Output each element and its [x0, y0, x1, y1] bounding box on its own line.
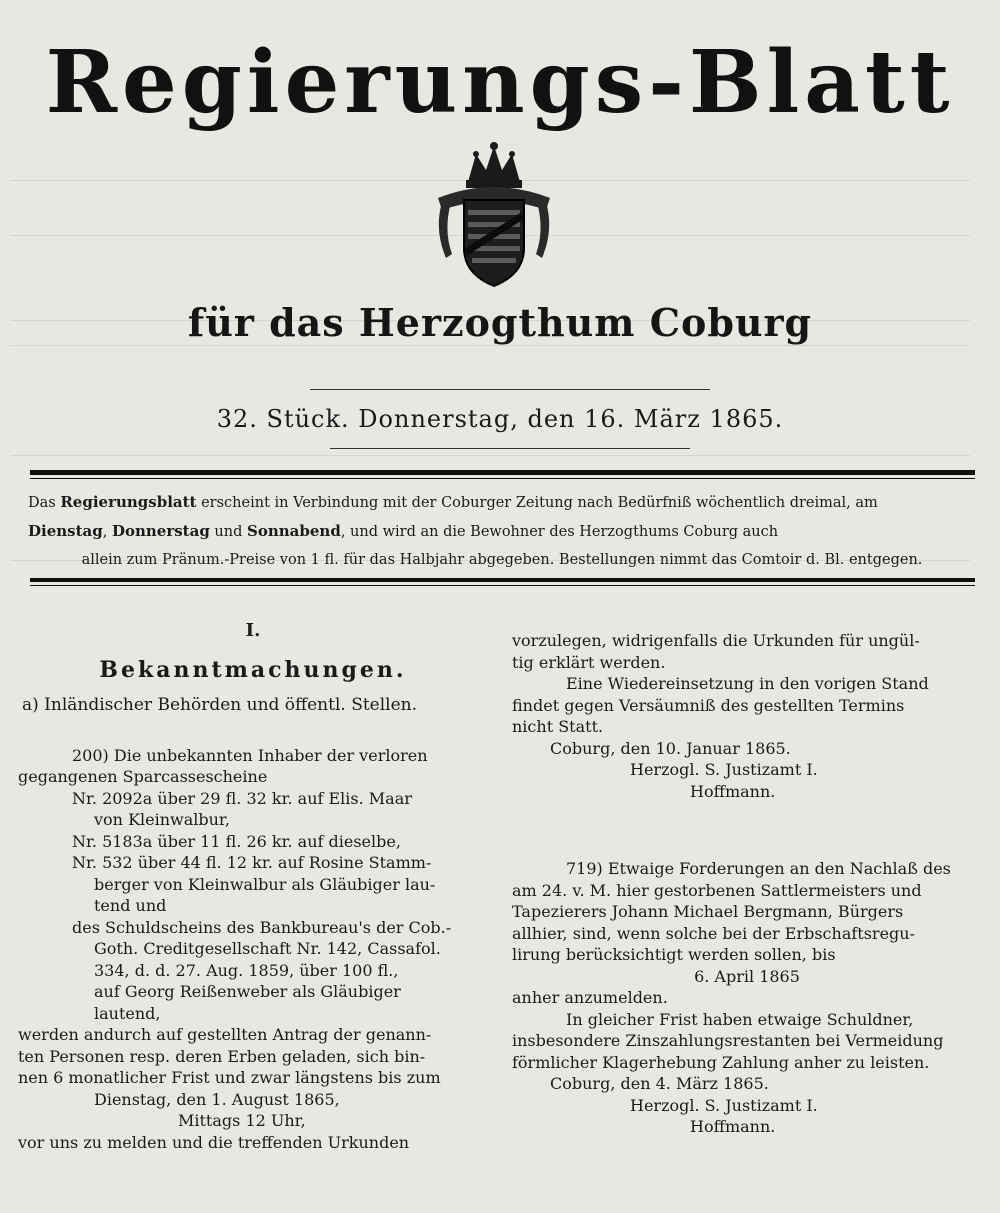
divider-thick	[30, 470, 975, 475]
text-line: berger von Kleinwalbur als Gläubiger lau-	[94, 874, 436, 894]
coat-of-arms-icon	[428, 140, 560, 290]
left-column	[18, 620, 488, 1153]
place-date: Coburg, den 10. Januar 1865.	[550, 738, 791, 758]
masthead-subtitle: für das Herzogthum Coburg	[187, 300, 813, 345]
right-column	[512, 630, 982, 1138]
section-number: I.	[245, 620, 261, 641]
text-line: In gleicher Frist haben etwaige Schuldner,	[566, 1009, 914, 1029]
text-line: des Schuldscheins des Bankbureau's der Cob.-	[72, 917, 452, 937]
text-line: nicht Statt.	[512, 717, 604, 736]
text-line: Goth. Creditgesellschaft Nr. 142, Cassafol.	[94, 939, 441, 958]
office-name: Herzogl. S. Justizamt I.	[630, 760, 818, 779]
text-line: Nr. 2092a über 29 fl. 32 kr. auf Elis. Maar	[72, 788, 412, 808]
text-line: ten Personen resp. deren Erben geladen, sich bin-	[18, 1046, 426, 1066]
signer-name: Hoffmann.	[690, 781, 776, 801]
notice-line-2: Dienstag, Donnerstag und Sonnabend, und wird an die Bewohner des Herzogthums Coburg auch	[28, 522, 779, 540]
text-line: Nr. 532 über 44 fl. 12 kr. auf Rosine Stamm-	[72, 853, 432, 872]
text-line: Eine Wiedereinsetzung in den vorigen Stand	[566, 674, 929, 693]
place-date: Coburg, den 4. März 1865.	[550, 1074, 769, 1093]
text-line: Dienstag, den 1. August 1865,	[94, 1089, 340, 1109]
notice-line-1: Das Regierungsblatt erscheint in Verbindung mit der Coburger Zeitung nach Bedürfniß wöchentlich dreimal, am	[28, 493, 878, 511]
text-line: förmlicher Klagerhebung Zahlung anher zu leisten.	[512, 1052, 930, 1072]
text-line: Tapezierers Johann Michael Bergmann, Bürgers	[512, 902, 904, 921]
text-line: anher anzumelden.	[512, 988, 668, 1007]
issue-line: 32. Stück. Donnerstag, den 16. März 1865.	[216, 405, 784, 433]
text-line: findet gegen Versäumniß des gestellten Termins	[512, 695, 905, 715]
masthead-title: Regierungs-Blatt	[45, 32, 955, 133]
deadline-date: 6. April 1865	[694, 966, 800, 986]
divider	[30, 478, 975, 479]
divider-thick	[30, 578, 975, 582]
text-line: gegangenen Sparcassescheine	[18, 767, 268, 786]
text-line: allhier, sind, wenn solche bei der Erbschaftsregu-	[512, 923, 915, 943]
text-line: nen 6 monatlicher Frist und zwar längstens bis zum	[18, 1068, 441, 1087]
section-title: Bekanntmachungen.	[99, 656, 407, 683]
text-line: lirung berücksichtigt werden sollen, bis	[512, 945, 836, 964]
divider	[310, 389, 710, 390]
text-line: von Kleinwalbur,	[94, 810, 230, 829]
subsection-title: a) Inländischer Behörden und öffentl. Stellen.	[22, 695, 418, 715]
signer-name: Hoffmann.	[690, 1117, 776, 1136]
office-name: Herzogl. S. Justizamt I.	[630, 1095, 818, 1115]
text-line: 719) Etwaige Forderungen an den Nachlaß des	[566, 859, 951, 878]
text-line: Nr. 5183a über 11 fl. 26 kr. auf dieselbe,	[72, 831, 401, 851]
text-line: 200) Die unbekannten Inhaber der verloren	[72, 745, 428, 765]
text-line: werden andurch auf gestellten Antrag der genann-	[18, 1025, 432, 1044]
text-line: vorzulegen, widrigenfalls die Urkunden für ungül-	[512, 631, 920, 650]
text-line: Mittags 12 Uhr,	[178, 1111, 306, 1130]
publication-notice	[28, 488, 976, 574]
text-line: insbesondere Zinszahlungsrestanten bei Vermeidung	[512, 1031, 944, 1050]
text-line: tig erklärt werden.	[512, 652, 666, 672]
text-line: am 24. v. M. hier gestorbenen Sattlermeisters und	[512, 880, 922, 900]
text-line: tend und	[94, 896, 167, 915]
text-line: vor uns zu melden und die treffenden Urkunden	[18, 1132, 410, 1152]
text-line: lautend,	[94, 1003, 161, 1023]
divider	[330, 448, 690, 449]
text-line: 334, d. d. 27. Aug. 1859, über 100 fl.,	[94, 960, 399, 980]
text-line: auf Georg Reißenweber als Gläubiger	[94, 982, 401, 1001]
notice-line-3: allein zum Pränum.-Preise von 1 fl. für das Halbjahr abgegeben. Bestellungen nimmt das Comtoir d. Bl. entgegen.	[81, 552, 923, 568]
divider	[30, 585, 975, 586]
